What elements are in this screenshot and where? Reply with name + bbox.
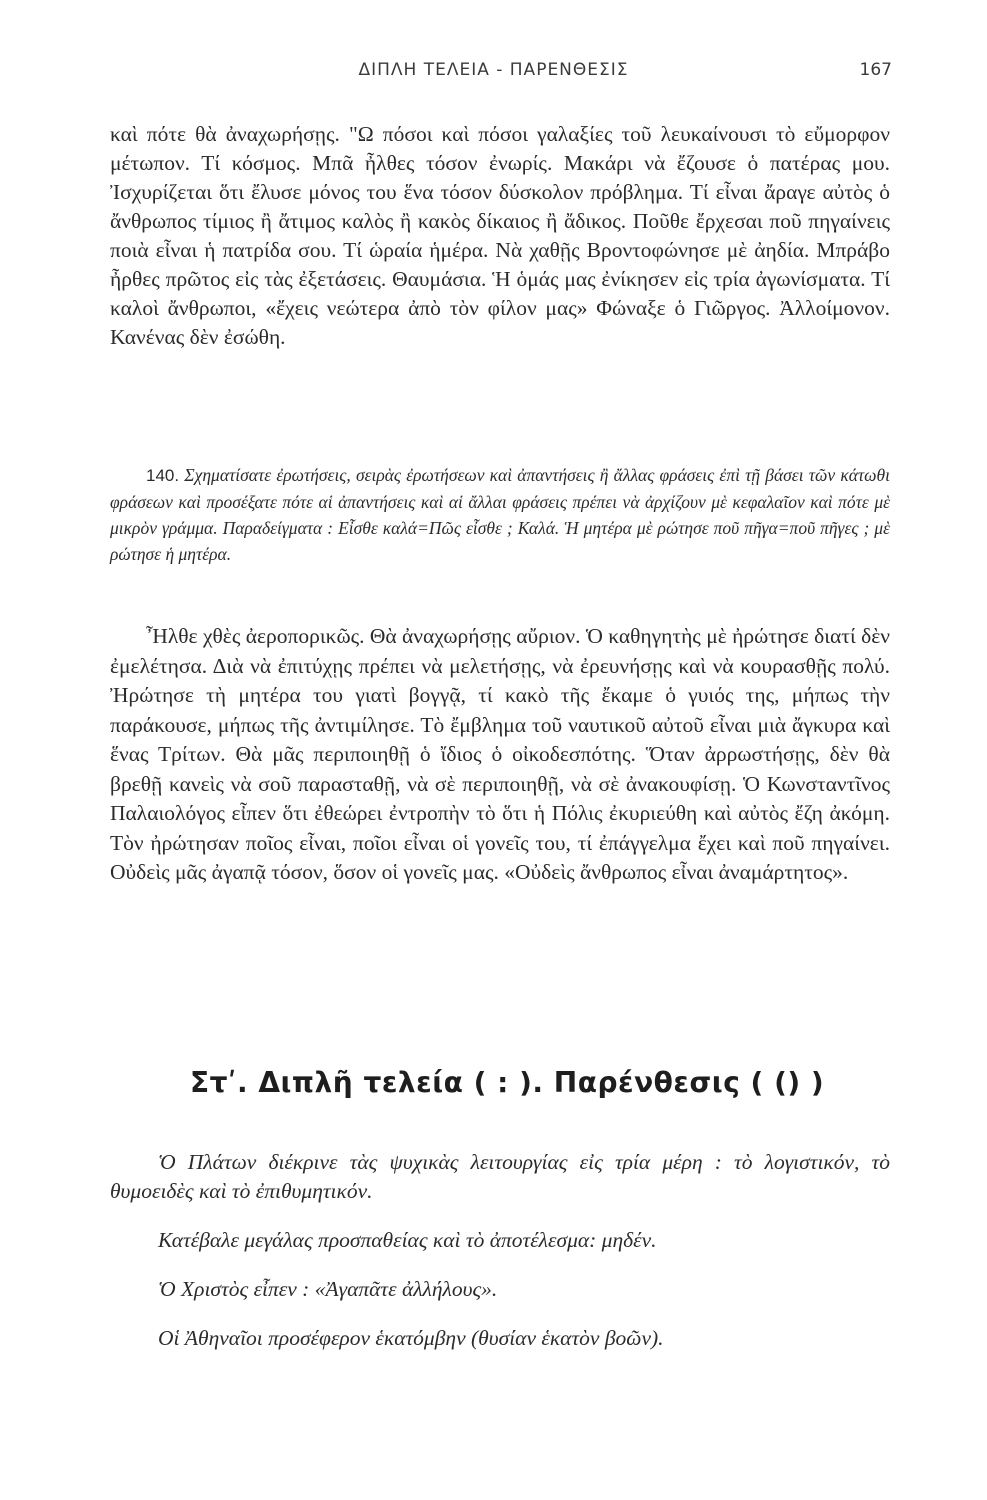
exercise-text	[110, 622, 890, 888]
running-title: ΔΙΠΛΗ ΤΕΛΕΙΑ - ΠΑΡΕΝΘΕΣΙΣ	[358, 60, 629, 80]
exercise-instruction-text: Σχηματίσατε ἐρωτήσεις, σειρὰς ἐρωτήσεων καὶ ἀπαντήσεις ἢ ἄλλας φράσεις ἐπὶ τῇ βάσει τῶν κάτωθι φράσεων καὶ προσέξατε πότε αἱ ἀπαντήσεις καὶ αἱ ἄλλαι φράσεις πρέπει νὰ ἀρχίζουν μὲ κεφαλαῖον καὶ πότε μὲ μικρὸν γράμμα. Παραδείγματα : Εἶσθε καλά=Πῶς εἶσθε ; Καλά. Ἡ μητέρα μὲ ρώτησε ποῦ πῆγα=ποῦ πῆγες ; μὲ ρώτησε ἡ μητέρα.	[110, 465, 890, 564]
example-sentence: Ὁ Χριστὸς εἶπεν : «Ἀγαπᾶτε ἀλλήλους».	[158, 1277, 498, 1301]
exercise-instruction	[110, 462, 890, 567]
paragraph-continuation-text: καὶ πότε θὰ ἀναχωρήσῃς. "Ω πόσοι καὶ πόσοι γαλαξίες τοῦ λευκαίνουσι τὸ εὔμορφον μέτωπον. Τί κόσμος. Μπᾶ ἦλθες τόσον ἐνωρίς. Μακάρι νὰ ἔζουσε ὁ πατέρας μου. Ἰσχυρίζεται ὅτι ἔλυσε μόνος του ἕνα τόσον δύσκολον πρόβλημα. Τί εἶναι ἄραγε αὐτὸς ὁ ἄνθρωπος τίμιος ἢ ἄτιμος καλὸς ἢ κακὸς δίκαιος ἢ ἄδικος. Ποῦθε ἔρχεσαι ποῦ πηγαίνεις ποιὰ εἶναι ἡ πατρίδα σου. Τί ὡραία ἡμέρα. Νὰ χαθῇς Βροντοφώνησε μὲ ἀηδία. Μπράβο ἦρθες πρῶτος εἰς τὰς ἐξετάσεις. Θαυμάσια. Ἡ ὁμάς μας ἐνίκησεν εἰς τρία ἀγωνίσματα. Τί καλοὶ ἄνθρωποι, «ἔχεις νεώτερα ἀπὸ τὸν φίλον μας» Φώναξε ὁ Γιῶργος. Ἀλλοίμονον. Κανένας δὲν ἐσώθη.	[110, 122, 890, 349]
section-heading: Στʹ. Διπλῆ τελεία ( : ). Παρένθεσις ( () )	[190, 1066, 825, 1099]
examples-block	[110, 1148, 890, 1353]
example-sentence: Οἱ Ἀθηναῖοι προσέφερον ἑκατόμβην (θυσίαν ἑκατὸν βοῶν).	[158, 1326, 664, 1350]
exercise-number: 140.	[146, 466, 180, 485]
paragraph-continuation	[110, 120, 890, 352]
exercise-instruction-paragraph	[110, 462, 890, 567]
running-header	[0, 60, 987, 90]
example-sentence: Κατέβαλε μεγάλας προσπαθείας καὶ τὸ ἀποτέλεσμα: μηδέν.	[158, 1228, 657, 1252]
page-number: 167	[859, 60, 892, 80]
example-sentence: Ὁ Πλάτων διέκρινε τὰς ψυχικὰς λειτουργίας εἰς τρία μέρη : τὸ λογιστικόν, τὸ θυμοειδὲς καὶ τὸ ἐπιθυμητικόν.	[110, 1150, 890, 1203]
exercise-text-paragraph: Ἦλθε χθὲς ἀεροπορικῶς. Θὰ ἀναχωρήσῃς αὔριον. Ὁ καθηγητὴς μὲ ἠρώτησε διατί δὲν ἐμελέτησα. Διὰ νὰ ἐπιτύχῃς πρέπει νὰ μελετήσῃς, νὰ ἐρευνήσῃς καὶ νὰ κουρασθῇς πολύ. Ἠρώτησε τὴ μητέρα του γιατὶ βογγᾷ, τί κακὸ τῆς ἔκαμε ὁ γυιός της, μήπως τὴν παράκουσε, μήπως τῆς ἀντιμίλησε. Τὸ ἔμβλημα τοῦ ναυτικοῦ αὐτοῦ εἶναι μιὰ ἄγκυρα καὶ ἕνας Τρίτων. Θὰ μᾶς περιποιηθῇ ὁ ἴδιος ὁ οἰκοδεσπότης. Ὅταν ἀρρωστήσῃς, δὲν θὰ βρεθῇ κανεὶς νὰ σοῦ παρασταθῇ, νὰ σὲ περιποιηθῇ, νὰ σὲ ἀνακουφίσῃ. Ὁ Κωνσταντῖνος Παλαιολόγος εἶπεν ὅτι ἐθεώρει ἐντροπὴν τὸ ὅτι ἡ Πόλις ἐκυριεύθη καὶ αὐτὸς ἔζη ἀκόμη. Τὸν ἠρώτησαν ποῖος εἶναι, ποῖοι εἶναι οἱ γονεῖς του, τί ἐπάγγελμα ἔχει καὶ ποῦ πηγαίνει. Οὐδεὶς μᾶς ἀγαπᾷ τόσον, ὅσον οἱ γονεῖς μας. «Οὐδεὶς ἄνθρωπος εἶναι ἀναμάρτητος».	[110, 624, 890, 884]
